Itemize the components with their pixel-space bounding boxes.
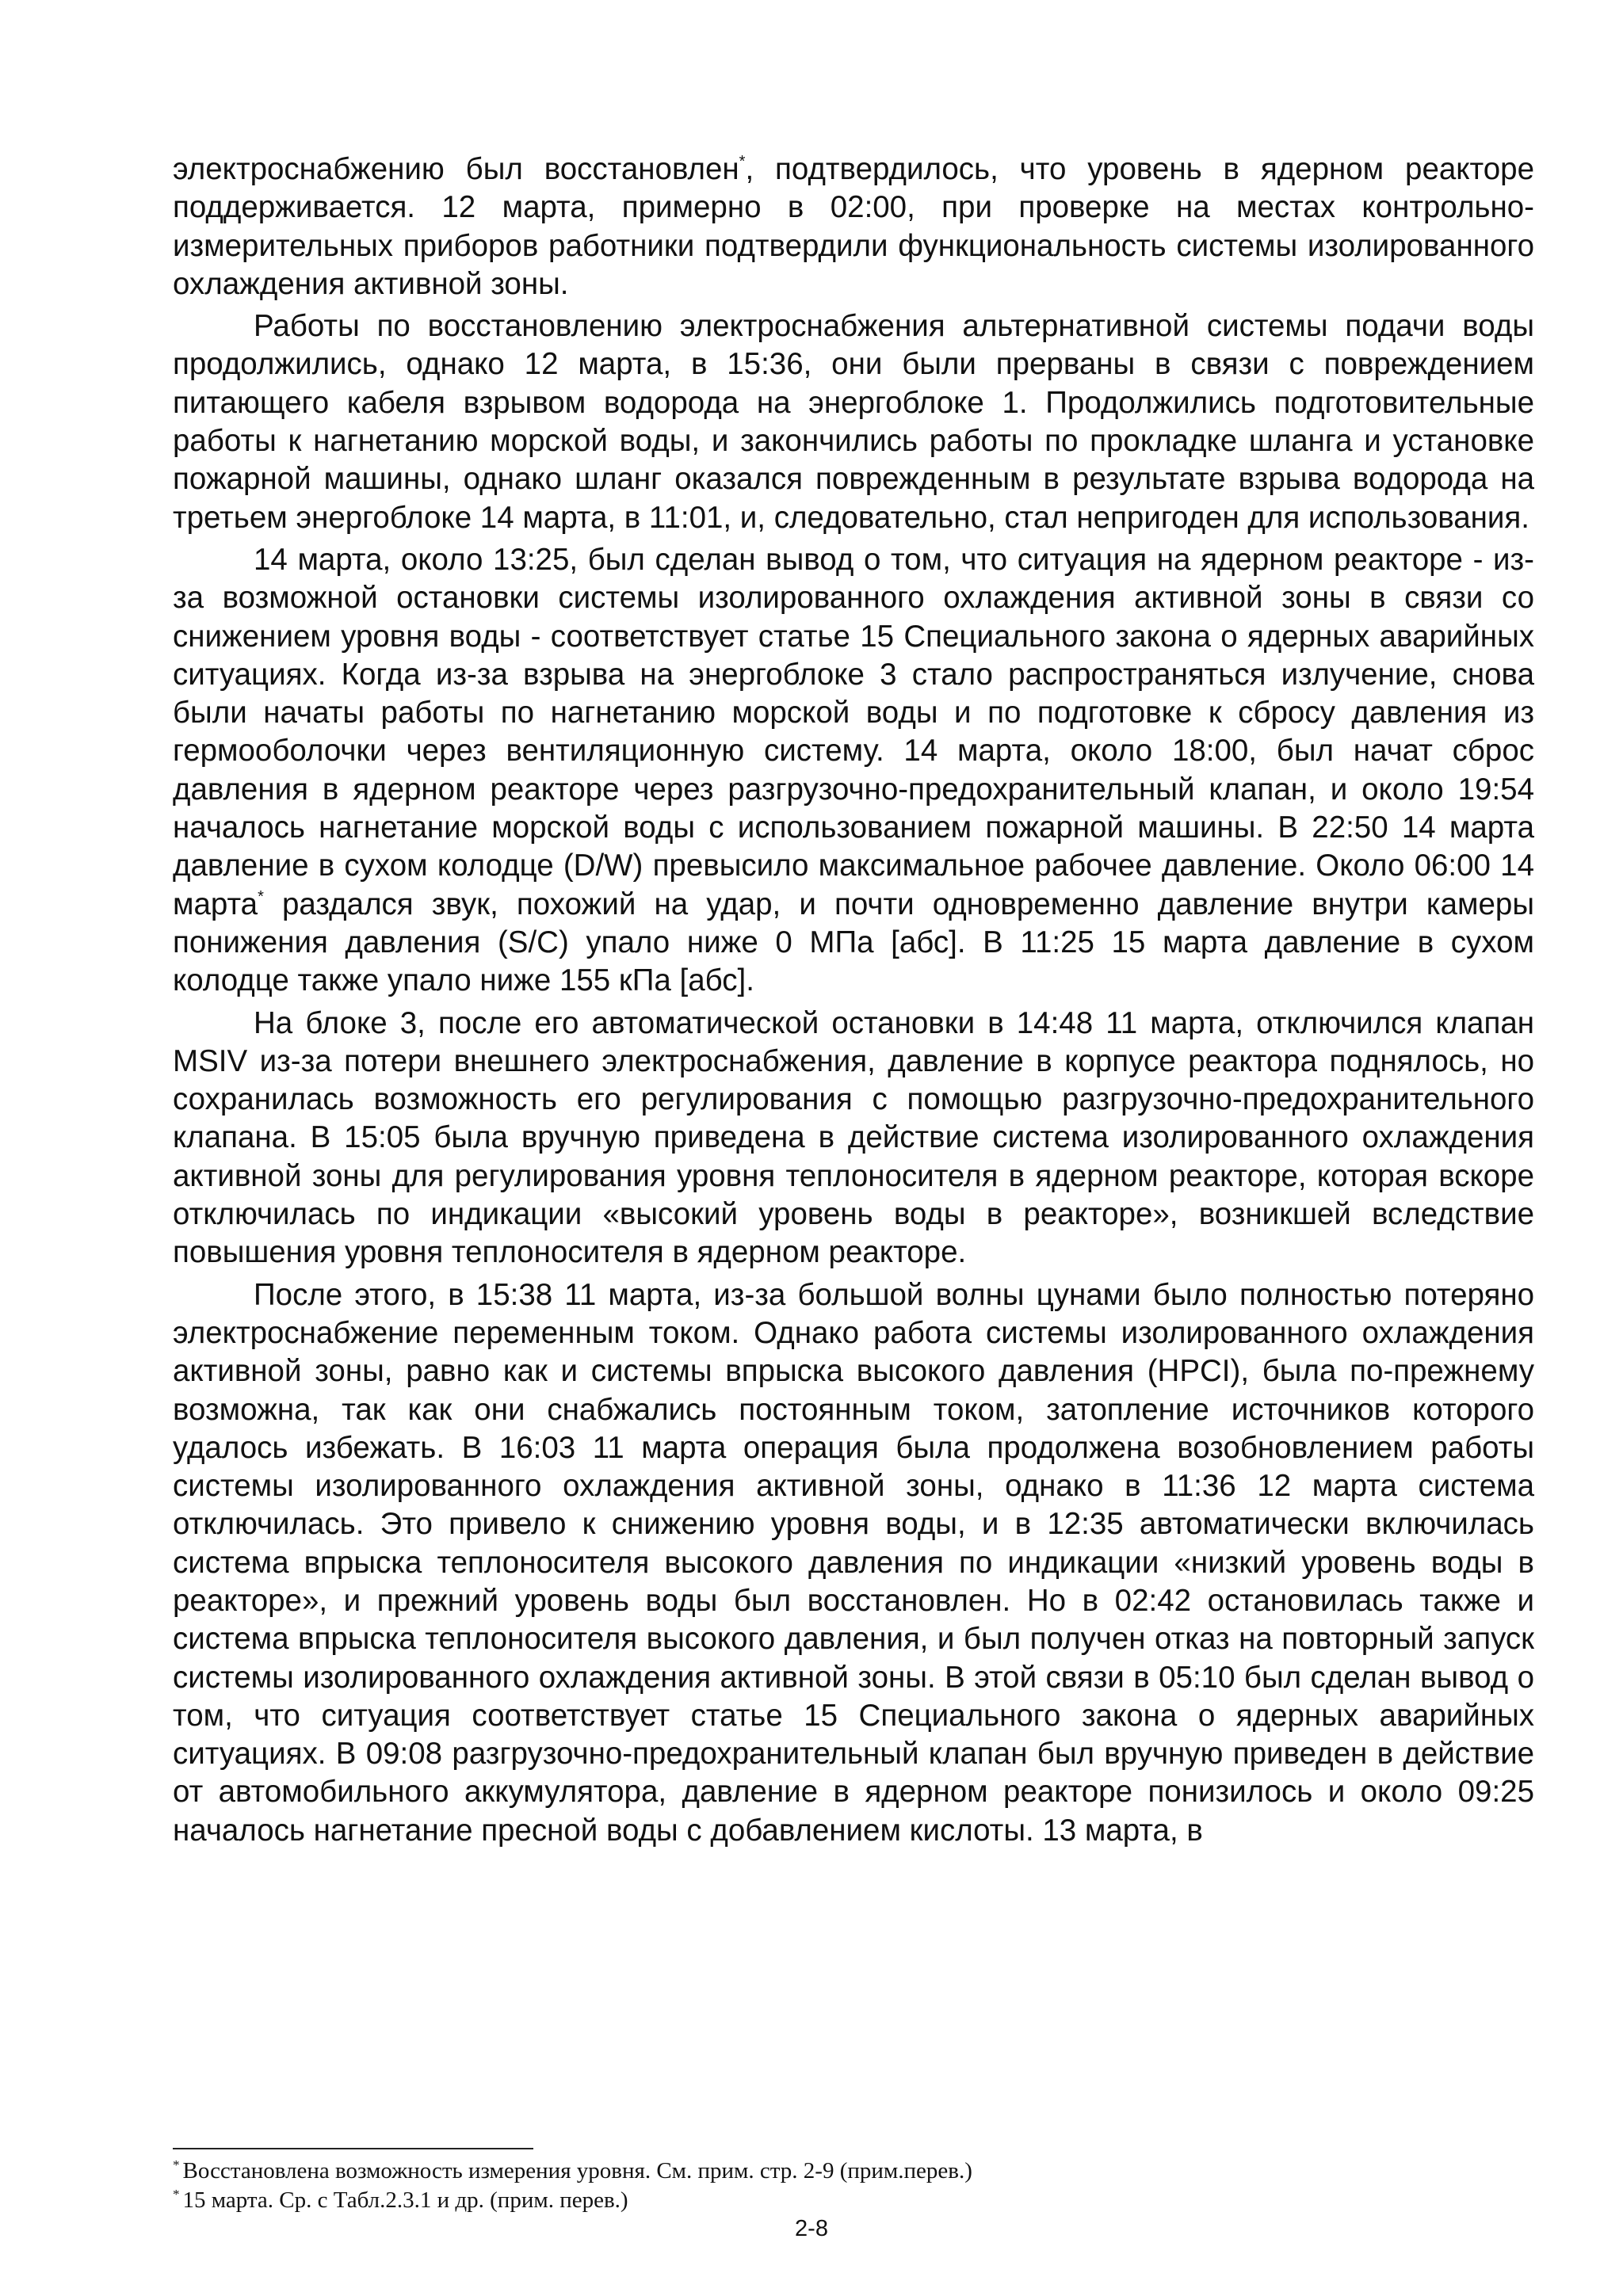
paragraph-5-text: После этого, в 15:38 11 марта, из-за большой волны цунами было полностью потеряно электроснабжение переменным током. Однако работа системы изолированного охлаждения активной зоны, равно как и системы впрыска высокого давления (HPCI), была по-прежнему возможна, так как они снабжались постоянным током, затопление источников которого удалось избежать. В 16:03 11 марта операция была продолжена возобновлением работы системы изолированного охлаждения активной зоны, однако в 11:36 12 марта система отключилась. Это привело к снижению уровня воды, и в 12:35 автоматически включилась система впрыска теплоносителя высокого давления по индикации «низкий уровень воды в реакторе», и прежний уровень воды был восстановлен. Но в 02:42 остановилась также и система впрыска теплоносителя высокого давления, и был получен отказ на повторный запуск системы изолированного охлаждения активной зоны. В этой связи в 05:10 был сделан вывод о том, что ситуация соответствует статье 15 Специального закона о ядерных аварийных ситуациях. В 09:08 разгрузочно-предохранительный клапан был вручную приведен в действие от автомобильного аккумулятора, давление в ядерном реакторе понизилось и около 09:25 началось нагнетание пресной воды с добавлением кислоты. 13 марта, в <box>173 1277 1534 1848</box>
footnote-ref-2: * <box>258 887 264 906</box>
footnote-separator <box>173 2148 533 2149</box>
paragraph-1-text-b: , подтвердилось, что уровень в ядерном реакторе поддерживается. 12 марта, примерно в 02:00, при проверке на местах контрольно-измерительных приборов работники подтвердили функциональность системы изолированного охлаждения активной зоны. <box>173 152 1534 301</box>
footnotes <box>173 2157 1520 2215</box>
paragraph-1-text-a: электроснабжению был восстановлен <box>173 152 739 186</box>
paragraph-4 <box>173 1005 1534 1272</box>
footnote-2-text: 15 марта. Ср. с Табл.2.3.1 и др. (прим. перев.) <box>182 2187 628 2213</box>
paragraph-3-text-b: раздался звук, похожий на удар, и почти одновременно давление внутри камеры понижения давления (S/C) упало ниже 0 МПа [абс]. В 11:25 15 марта давление в сухом колодце также упало ниже 155 кПа [абс]. <box>173 887 1534 998</box>
paragraph-3 <box>173 541 1534 1001</box>
paragraph-3-text-a: 14 марта, около 13:25, был сделан вывод о том, что ситуация на ядерном реакторе - из-за возможной остановки системы изолированного охлаждения активной зоны в связи со снижением уровня воды - соответствует статье 15 Специального закона о ядерных аварийных ситуациях. Когда из-за взрыва на энергоблоке 3 стало распространяться излучение, снова были начаты работы по нагнетанию морской воды и по подготовке к сбросу давления из гермооболочки через вентиляционную систему. 14 марта, около 18:00, был начат сброс давления в ядерном реакторе через разгрузочно-предохранительный клапан, и около 19:54 началось нагнетание морской воды с использованием пожарной машины. В 22:50 14 марта давление в сухом колодце (D/W) превысило максимальное рабочее давление. Около 06:00 14 марта <box>173 542 1534 921</box>
footnote-1-text: Восстановлена возможность измерения уровня. См. прим. стр. 2-9 (прим.перев.) <box>182 2158 972 2183</box>
footnote-2 <box>173 2186 1520 2215</box>
footnote-2-marker: * <box>173 2187 180 2203</box>
paragraph-2-text: Работы по восстановлению электроснабжения альтернативной системы подачи воды продолжились, однако 12 марта, в 15:36, они были прерваны в связи с повреждением питающего кабеля взрывом водорода на энергоблоке 1. Продолжились подготовительные работы к нагнетанию морской воды, и закончились работы по прокладке шланга и установке пожарной машины, однако шланг оказался поврежденным в результате взрыва водорода на третьем энергоблоке 14 марта, в 11:01, и, следовательно, стал непригоден для использования. <box>173 309 1534 535</box>
footnote-ref-1: * <box>739 153 746 171</box>
paragraph-5 <box>173 1276 1534 1850</box>
footnote-1-marker: * <box>173 2157 180 2173</box>
paragraph-4-text: На блоке 3, после его автоматической остановки в 14:48 11 марта, отключился клапан MSIV из-за потери внешнего электроснабжения, давление в корпусе реактора поднялось, но сохранилась возможность его регулирования с помощью разгрузочно-предохранительного клапана. В 15:05 была вручную приведена в действие система изолированного охлаждения активной зоны для регулирования уровня теплоносителя в ядерном реакторе, которая вскоре отключилась по индикации «высокий уровень воды в реакторе», возникшей вследствие повышения уровня теплоносителя в ядерном реакторе. <box>173 1005 1534 1270</box>
paragraph-1 <box>173 151 1534 303</box>
footnote-1 <box>173 2157 1520 2186</box>
page-number: 2-8 <box>795 2216 828 2241</box>
body-text <box>173 151 1534 1854</box>
paragraph-2 <box>173 307 1534 537</box>
